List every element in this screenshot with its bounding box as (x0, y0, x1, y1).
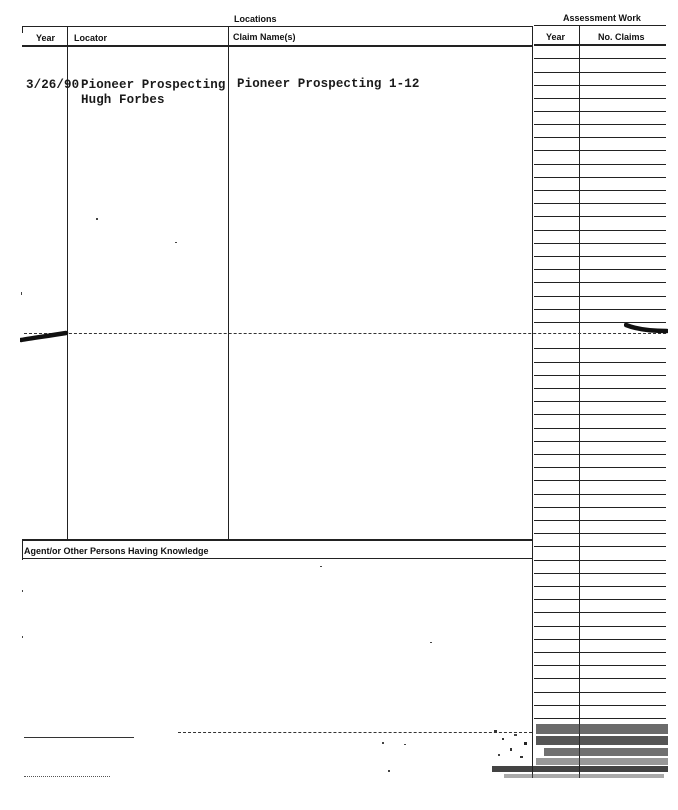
assessment-work-title: Assessment Work (563, 13, 641, 23)
ledger-row (534, 678, 666, 679)
locator-claims-divider (228, 27, 229, 539)
ledger-row (534, 639, 666, 640)
scan-speck (21, 292, 22, 295)
ledger-row (534, 533, 666, 534)
ledger-row (534, 322, 666, 323)
ledger-row (534, 98, 666, 99)
ledger-row (534, 190, 666, 191)
ledger-row (534, 203, 666, 204)
entry-locator-line2: Hugh Forbes (81, 93, 165, 107)
ledger-row (534, 428, 666, 429)
fold-line (24, 333, 666, 334)
ledger-row (534, 269, 666, 270)
ledger-row (534, 546, 666, 547)
ledger-row (534, 599, 666, 600)
left-edge-line-lower (22, 540, 23, 560)
ledger-row (534, 494, 666, 495)
ledger-row (534, 507, 666, 508)
ledger-row (534, 243, 666, 244)
entry-year: 3/26/90 (26, 78, 80, 92)
locations-title: Locations (234, 14, 277, 24)
ledger-row (534, 573, 666, 574)
assessment-header-bottom-rule (534, 44, 666, 46)
scan-speck (430, 642, 432, 643)
entry-claim-names: Pioneer Prospecting 1-12 (237, 77, 420, 91)
ledger-row (534, 388, 666, 389)
agent-section-label: Agent/or Other Persons Having Knowledge (24, 546, 209, 556)
left-edge-line (22, 27, 23, 33)
ledger-row (534, 626, 666, 627)
ledger-row (534, 467, 666, 468)
scan-speck (96, 218, 98, 220)
ledger-row (534, 164, 666, 165)
column-header-no-claims: No. Claims (598, 32, 645, 42)
ledger-row (534, 520, 666, 521)
ledger-row (534, 256, 666, 257)
column-header-locator: Locator (74, 33, 108, 43)
scan-speck (22, 590, 23, 592)
ledger-row (534, 414, 666, 415)
assessment-top-rule (534, 25, 666, 26)
ledger-row (534, 72, 666, 73)
ledger-row (534, 177, 666, 178)
ledger-row (534, 309, 666, 310)
ledger-row (534, 560, 666, 561)
scan-speck (404, 744, 406, 745)
scan-speck (388, 770, 390, 772)
ledger-row (534, 216, 666, 217)
scan-speck (320, 566, 322, 567)
header-bottom-rule (22, 45, 532, 47)
ledger-row (534, 652, 666, 653)
ledger-row (534, 705, 666, 706)
ledger-row (534, 348, 666, 349)
ledger-row (534, 282, 666, 283)
ledger-row (534, 586, 666, 587)
ledger-row (534, 362, 666, 363)
year-locator-divider (67, 27, 68, 539)
bottom-partial-line (24, 737, 134, 738)
ledger-row (534, 296, 666, 297)
left-fold-mark (20, 328, 70, 344)
ledger-row (534, 150, 666, 151)
agent-section-top-rule (22, 539, 532, 541)
scan-speck (382, 742, 384, 744)
ledger-row (534, 454, 666, 455)
ledger-row (534, 718, 666, 719)
ledger-row (534, 612, 666, 613)
ledger-row (534, 441, 666, 442)
ledger-row (534, 665, 666, 666)
column-header-year: Year (36, 33, 56, 43)
column-header-claim-names: Claim Name(s) (233, 32, 296, 42)
bottom-dashed-line (178, 732, 532, 733)
scan-noise-block (484, 722, 670, 782)
ledger-row (534, 85, 666, 86)
agent-section-bottom-rule (22, 558, 532, 559)
entry-locator-line1: Pioneer Prospecting (81, 78, 226, 92)
ledger-row (534, 230, 666, 231)
ledger-row (534, 58, 666, 59)
ledger-row (534, 692, 666, 693)
header-top-rule (22, 26, 532, 27)
ledger-row (534, 124, 666, 125)
scan-speck (175, 242, 177, 243)
ledger-row (534, 401, 666, 402)
ledger-row (534, 480, 666, 481)
column-header-assessment-year: Year (546, 32, 566, 42)
ledger-row (534, 375, 666, 376)
ledger-row (534, 137, 666, 138)
ledger-row (534, 111, 666, 112)
scan-speck (22, 636, 23, 638)
bottom-left-noise-line (24, 776, 110, 777)
claims-assessment-divider (532, 26, 533, 778)
